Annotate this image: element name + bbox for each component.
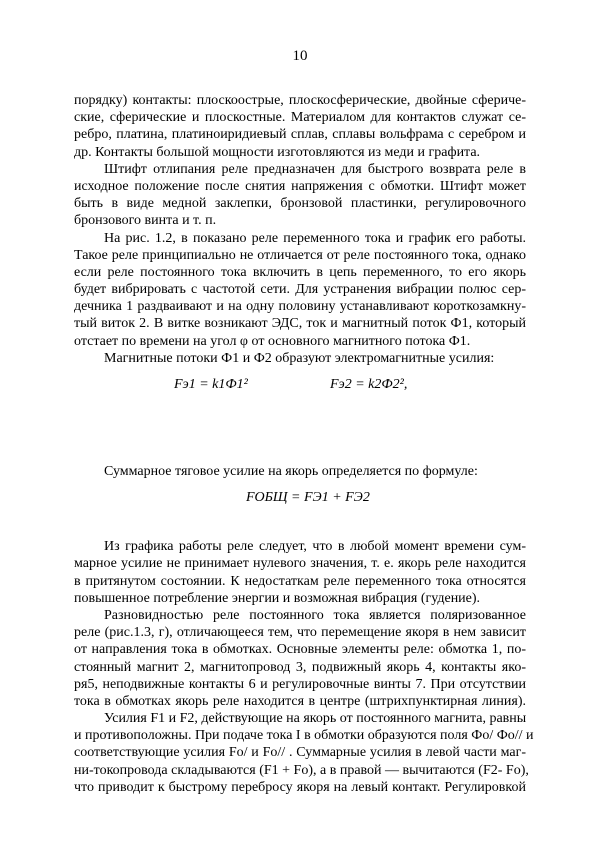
text-line: Из графика работы реле следует, что в любой момент времени сум- bbox=[104, 539, 526, 555]
text-line: и противоположны. При подаче тока I в обмотки образуются поля Фо/ Фо// и bbox=[74, 728, 534, 744]
page-number: 10 bbox=[292, 48, 308, 64]
text-line: Разновидностью реле постоянного тока является поляризованное bbox=[104, 607, 526, 623]
text-line: Магнитные потоки Ф1 и Ф2 образуют электромагнитные усилия: bbox=[104, 350, 495, 366]
text-line: ребро, платина, платиноиридиевый сплав, сплавы вольфрама с серебром и bbox=[74, 127, 526, 143]
text-line: бронзового винта и т. п. bbox=[74, 213, 217, 229]
text-line: ские, сферические и плоскостные. Материалом для контактов служат се- bbox=[74, 110, 526, 126]
formula-forces bbox=[74, 367, 526, 407]
text-line: др. Контакты большой мощности изготовляются из меди и графита. bbox=[74, 144, 481, 160]
text-line: ни-токопровода складываются (F1 + Fо), а в правой — вычитаются (F2- Fо), bbox=[74, 762, 529, 778]
text-line: Суммарное тяговое усилие на якорь определяется по формуле: bbox=[104, 464, 478, 479]
text-line: стоянный магнит 2, магнитопровод 3, подвижный якорь 4, контакты яко- bbox=[74, 659, 526, 675]
text-line: дечника 1 раздваивают и на одну половину устанавливают короткозамкну- bbox=[74, 299, 526, 315]
formula-total bbox=[74, 480, 526, 520]
text-line: Штифт отлипания реле предназначен для быстрого возврата реле в bbox=[104, 161, 526, 177]
text-line: что приводит к быстрому перебросу якоря на левый контакт. Регулировкой bbox=[74, 779, 526, 795]
text-line: быть в виде медной заклепки, бронзовой пластинки, регулировочного bbox=[74, 196, 526, 212]
text-line: порядку) контакты: плоскоострые, плоскосферические, двойные сфериче- bbox=[74, 93, 526, 108]
text-line: будет вибрировать с частотой сети. Для устранения вибрации полюс сер- bbox=[74, 282, 526, 298]
spacer bbox=[74, 520, 526, 538]
text-line: тый виток 2. В витке возникают ЭДС, ток и магнитный поток Ф1, который bbox=[74, 316, 526, 332]
formula-ftotal: FОБЩ = FЭ1 + FЭ2 bbox=[246, 490, 370, 506]
page-body bbox=[74, 92, 534, 796]
spacer bbox=[74, 407, 526, 463]
text-line: соответствующие усилия Fо/ и Fо// . Суммарные усилия в левой части маг- bbox=[74, 745, 526, 761]
text-line: исходное положение после снятия напряжения с обмотки. Штифт может bbox=[74, 178, 526, 194]
text-line: отстает по времени на угол φ от основного магнитного потока Ф1. bbox=[74, 333, 471, 349]
text-line: ря5, неподвижные контакты 6 и регулировочные винты 7. При отсутствии bbox=[74, 676, 526, 692]
text-line: от направления тока в обмотках. Основные элементы реле: обмотка 1, по- bbox=[74, 642, 526, 658]
text-line: На рис. 1.2, в показано реле переменного тока и график его работы. bbox=[104, 230, 526, 246]
text-line: если реле постоянного тока включить в цепь переменного, то его якорь bbox=[74, 264, 526, 280]
text-line: в притянутом состоянии. К недостаткам реле переменного тока относятся bbox=[74, 573, 526, 589]
formula-fe2: Fэ2 = k2Ф2², bbox=[330, 377, 408, 392]
formula-fe1: Fэ1 = k1Ф1² bbox=[174, 377, 248, 392]
text-line: тока в обмотках якорь реле находится в центре (штрихпунктирная линия). bbox=[74, 693, 526, 709]
text-line: Усилия F1 и F2, действующие на якорь от постоянного магнита, равны bbox=[104, 711, 527, 727]
text-line: Такое реле принципиально не отличается от реле постоянного тока, однако bbox=[74, 247, 526, 263]
text-line: повышенное потребление энергии и возможная вибрация (гудение). bbox=[74, 590, 481, 606]
text-line: реле (рис.1.3, г), отличающееся тем, что перемещение якоря в нем зависит bbox=[74, 625, 526, 641]
text-line: марное усилие не принимает нулевого значения, т. е. якорь реле находится bbox=[74, 556, 526, 572]
